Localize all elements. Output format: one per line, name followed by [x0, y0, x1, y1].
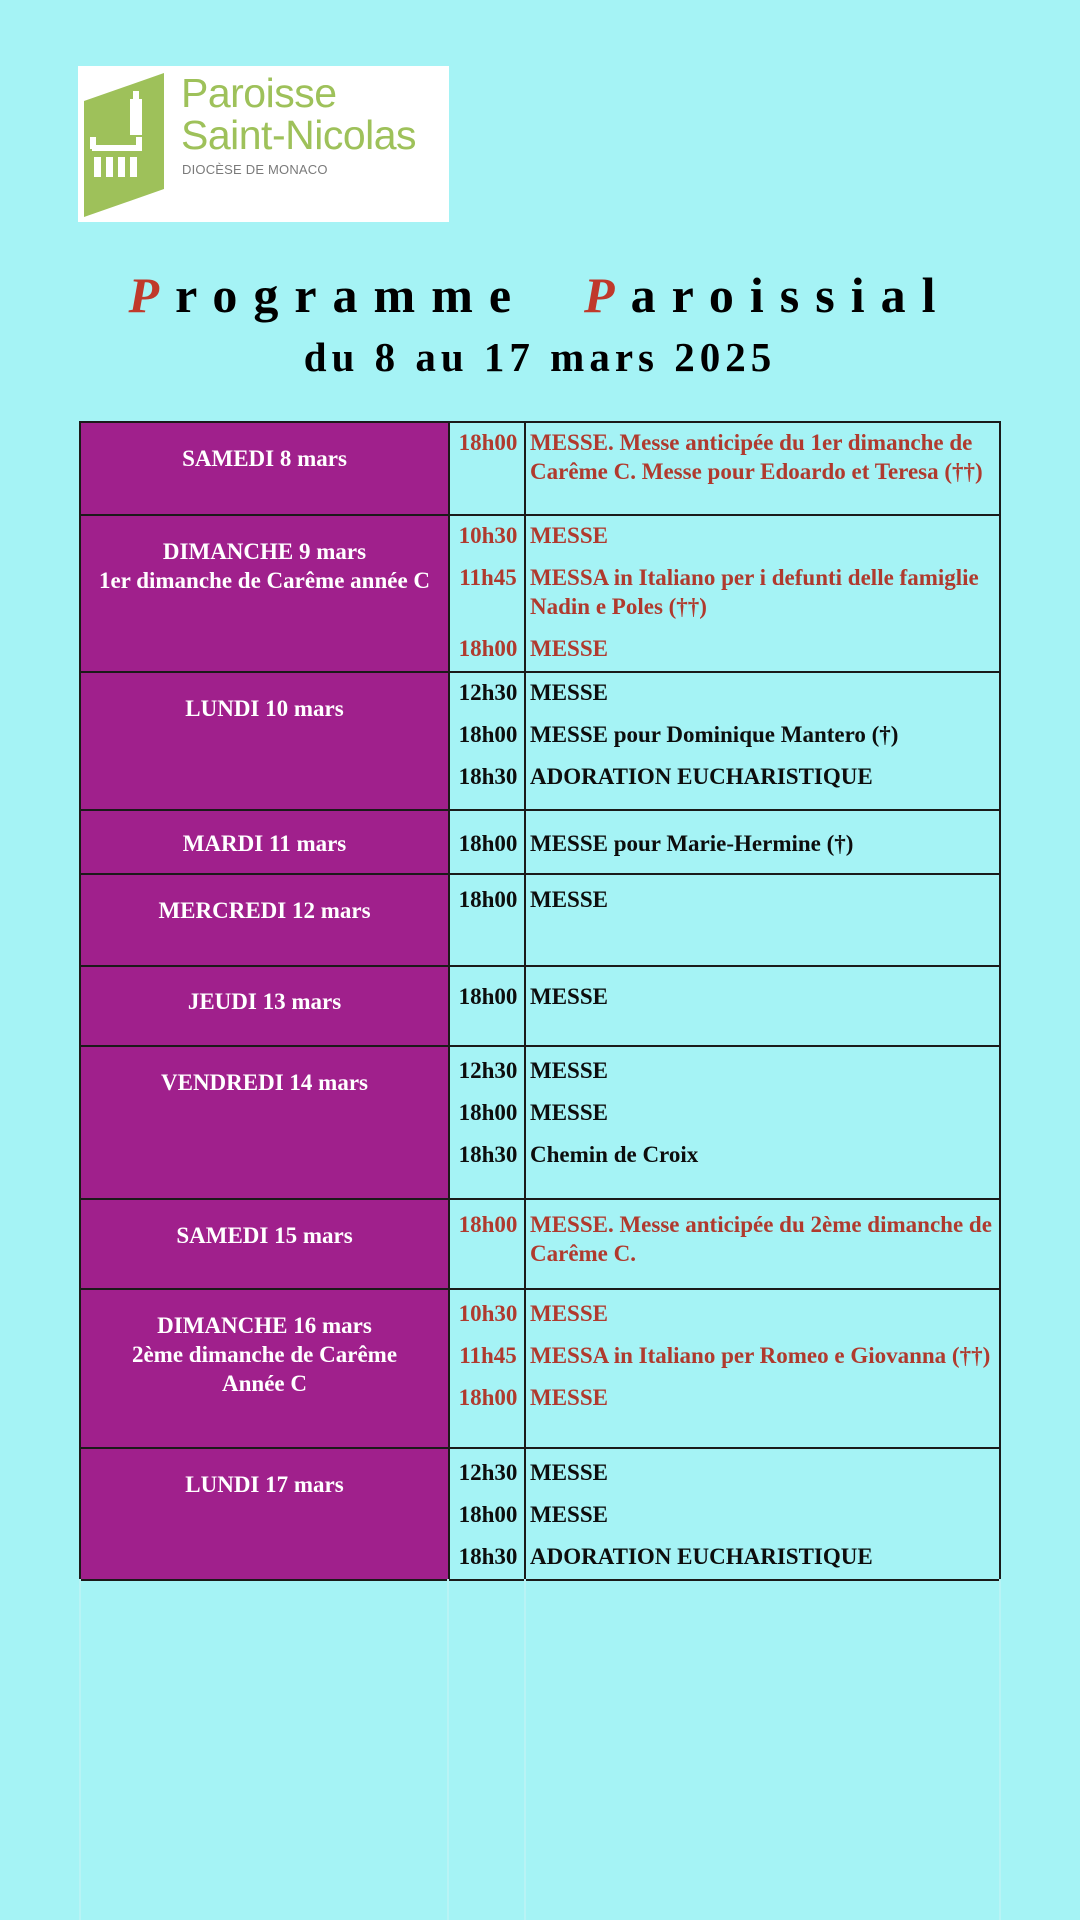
day-cell: [81, 516, 450, 671]
event-time: 11h45: [459, 1343, 517, 1368]
event-description: Chemin de Croix: [530, 1142, 699, 1167]
day-label: LUNDI 17 mars: [185, 1472, 344, 1497]
event-description: MESSE pour Marie-Hermine (†): [530, 831, 854, 856]
schedule-row: [81, 875, 999, 967]
events-cell: [450, 423, 999, 514]
schedule-row: [81, 811, 999, 875]
events-cell: [450, 1290, 999, 1447]
event-time: 18h00: [458, 831, 518, 856]
event-description: MESSE: [530, 984, 608, 1009]
event-time: 12h30: [458, 1460, 518, 1485]
day-label: VENDREDI 14 mars: [161, 1070, 368, 1095]
page-subtitle: du 8 au 17 mars 2025: [303, 334, 777, 380]
event-time: 18h00: [458, 636, 518, 661]
event-description: MESSE: [530, 523, 608, 548]
event-time: 10h30: [458, 523, 518, 548]
day-cell: [81, 1449, 450, 1579]
logo-name-line2: Saint-Nicolas: [181, 112, 417, 158]
event-time: 18h00: [458, 1100, 518, 1125]
schedule-row: [81, 1290, 999, 1449]
event-item: [450, 885, 999, 914]
events-cell: [450, 673, 999, 809]
day-label: SAMEDI 8 mars: [182, 446, 347, 471]
ghost-rule: [79, 1579, 81, 1920]
day-label: MERCREDI 12 mars: [158, 898, 371, 923]
event-item: [450, 521, 999, 550]
schedule-row: [81, 423, 999, 516]
event-description: MESSE: [530, 887, 608, 912]
event-time: 18h00: [458, 1385, 518, 1410]
day-cell: [81, 1047, 450, 1198]
title-word-1: rogramme: [175, 267, 528, 323]
event-item: [450, 1341, 999, 1370]
schedule-row: [81, 673, 999, 811]
event-item: [450, 634, 999, 663]
logo-name-line1: Paroisse: [181, 70, 337, 116]
schedule-table: [79, 421, 1001, 1581]
event-item: [450, 1458, 999, 1487]
event-description: MESSE: [530, 1385, 608, 1410]
event-time: 18h30: [458, 1142, 518, 1167]
title-word-2: aroissial: [630, 267, 952, 323]
events-cell: [450, 516, 999, 671]
day-label: SAMEDI 15 mars: [176, 1223, 353, 1248]
event-description: MESSE: [530, 1100, 608, 1125]
day-label: MARDI 11 mars: [182, 831, 347, 856]
event-description: MESSE: [530, 1502, 608, 1527]
event-item: [450, 563, 999, 621]
event-description: MESSE: [530, 1460, 608, 1485]
event-time: 18h00: [458, 984, 518, 1009]
event-item: [450, 1140, 999, 1169]
event-item: [450, 1210, 999, 1268]
event-time: 18h30: [458, 1544, 518, 1569]
events-cell: [450, 967, 999, 1045]
day-note: Année C: [222, 1371, 307, 1396]
ghost-rule: [524, 1579, 526, 1920]
day-label: JEUDI 13 mars: [187, 989, 342, 1014]
day-cell: [81, 967, 450, 1045]
schedule-row: [81, 1200, 999, 1290]
event-description: MESSE. Messe anticipée du 1er dimanche de Carême C. Messe pour Edoardo et Teresa (††): [530, 430, 983, 484]
event-description: MESSE: [530, 1058, 608, 1083]
day-cell: [81, 811, 450, 873]
ghost-rule: [447, 1579, 449, 1920]
event-time: 10h30: [458, 1301, 518, 1326]
page-title: [0, 262, 1080, 328]
event-time: 11h45: [459, 565, 517, 590]
day-cell: [81, 1200, 450, 1288]
event-time: 18h00: [458, 1502, 518, 1527]
event-item: [450, 762, 999, 791]
event-description: MESSE: [530, 680, 608, 705]
event-time: 18h00: [458, 722, 518, 747]
day-cell: [81, 423, 450, 514]
day-cell: [81, 1290, 450, 1447]
event-description: MESSA in Italiano per Romeo e Giovanna (††): [530, 1343, 991, 1368]
event-time: 18h00: [458, 1212, 518, 1237]
church-tower-icon: [84, 73, 164, 217]
event-time: 18h30: [458, 764, 518, 789]
event-item: [450, 678, 999, 707]
event-item: [450, 1542, 999, 1571]
title-initial-1: P: [128, 267, 176, 323]
events-cell: [450, 875, 999, 965]
empty-table-extension: [79, 1579, 1001, 1920]
day-note: 1er dimanche de Carême année C: [98, 568, 431, 593]
events-cell: [450, 1449, 999, 1579]
schedule-row: [81, 516, 999, 673]
ghost-rule: [999, 1579, 1001, 1920]
day-label: DIMANCHE 9 mars: [162, 539, 367, 564]
event-item: [450, 982, 999, 1011]
event-time: 12h30: [458, 680, 518, 705]
event-item: [450, 829, 999, 858]
event-description: ADORATION EUCHARISTIQUE: [530, 764, 873, 789]
event-item: [450, 1056, 999, 1085]
event-description: MESSE: [530, 636, 608, 661]
event-description: MESSE: [530, 1301, 608, 1326]
event-description: MESSE. Messe anticipée du 2ème dimanche de Carême C.: [530, 1212, 992, 1266]
event-description: ADORATION EUCHARISTIQUE: [530, 1544, 873, 1569]
schedule-row: [81, 967, 999, 1047]
event-item: [450, 1383, 999, 1412]
logo-diocese: DIOCÈSE DE MONACO: [182, 162, 328, 177]
day-label: LUNDI 10 mars: [185, 696, 344, 721]
events-cell: [450, 811, 999, 873]
event-item: [450, 1299, 999, 1328]
day-label: DIMANCHE 16 mars: [157, 1313, 372, 1338]
events-cell: [450, 1200, 999, 1288]
event-time: 12h30: [458, 1058, 518, 1083]
day-cell: [81, 673, 450, 809]
event-item: [450, 1098, 999, 1127]
parish-logo: [78, 66, 449, 222]
event-time: 18h00: [458, 430, 518, 455]
events-cell: [450, 1047, 999, 1198]
event-item: [450, 1500, 999, 1529]
event-description: MESSE pour Dominique Mantero (†): [530, 722, 899, 747]
event-item: [450, 428, 999, 486]
day-cell: [81, 875, 450, 965]
schedule-row: [81, 1449, 999, 1579]
day-note: 2ème dimanche de Carême: [131, 1342, 398, 1367]
event-time: 18h00: [458, 887, 518, 912]
schedule-row: [81, 1047, 999, 1200]
title-initial-2: P: [584, 267, 631, 323]
event-description: MESSA in Italiano per i defunti delle famiglie Nadin e Poles (††): [530, 565, 979, 619]
event-item: [450, 720, 999, 749]
